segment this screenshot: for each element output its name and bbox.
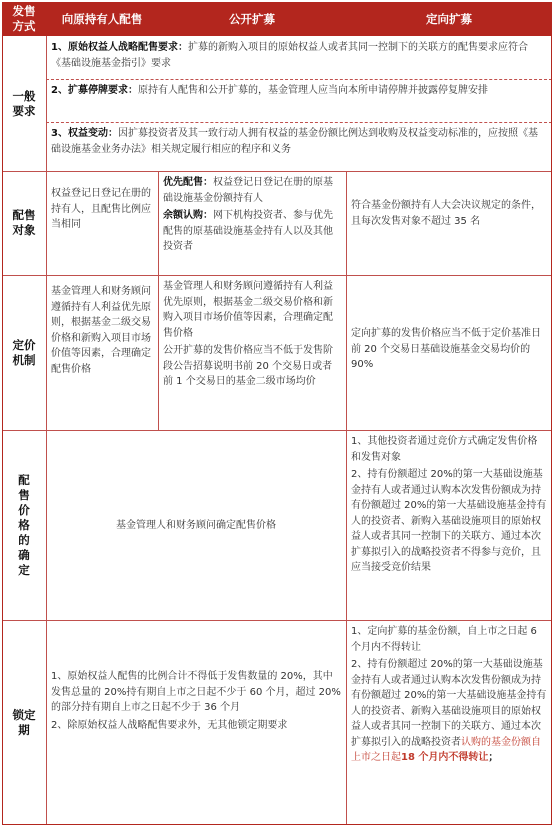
row-label-general-text: 一般要求 <box>12 88 36 118</box>
lockup-directed-p2a: 2、持有份额超过 20%的第一大基础设施基金持有人或者通过认购本次发售份额成为持有份额超过 20%的第一大基础设施基金持有人的投资者、新购入基础设施项目的原始权益人或者其同一控制下的关联方、通过本次扩募拟引入的战略投资者 <box>351 659 547 748</box>
lockup-directed-p2d: ； <box>488 752 499 763</box>
header-original-holder-text: 向原持有人配售 <box>61 11 143 26</box>
comparison-table <box>2 2 552 825</box>
general-item-1-body: 扩募的新购入项目的原始权益人或者其同一控制下的关联方的配售要求应符合《基础设施基金指引》要求 <box>51 42 528 69</box>
target-public-title-1: 优先配售： <box>163 177 213 188</box>
lockup-merged-p1: 1、原始权益人配售的比例合计不得低于发售数量的 20%，其中发售总量的 20%持有期自上市之日起不少于 60 个月，超过 20%的部分持有期自上市之日起不少于 36 个月 <box>51 671 341 713</box>
pricing-directed-text: 定向扩募的发售价格应当不低于定价基准日前 20 个交易日基础设施基金交易均价的 90% <box>351 328 541 370</box>
header-directed-text: 定向扩募 <box>426 11 472 26</box>
general-item-2-title: 2、扩募停牌要求： <box>51 85 138 96</box>
header-method-text: 发售方式 <box>12 4 36 33</box>
target-original-text: 权益登记日登记在册的持有人，且配售比例应当相同 <box>51 188 151 230</box>
lockup-directed-p2b: 认购的基金份额自上市之日起 <box>351 736 541 763</box>
general-item-3-title: 3、权益变动： <box>51 128 118 139</box>
lockup-directed-p2c: 18 个月内不得转让 <box>401 752 489 763</box>
price-setting-directed-p2: 2、持有份额超过 20%的第一大基础设施基金持有人或者通过认购本次发售份额成为持有份额超过 20%的第一大基础设施基金持有人的投资者、新购入基础设施项目的原始权益人或者其同一控制下的关联方、通过本次扩募拟引入的战略投资者不得参与竞价，且应当接受竞价结果 <box>351 469 547 573</box>
row-label-pricing-text: 定价机制 <box>12 337 36 367</box>
target-public-body-1: 权益登记日登记在册的原基础设施基金份额持有人 <box>163 177 333 204</box>
row-label-lockup-text: 锁定期 <box>12 707 36 737</box>
target-public-body-2: 网下机构投资者、参与优先配售的原基础设施基金持有人以及其他投资者 <box>163 210 333 252</box>
general-item-2-body: 原持有人配售和公开扩募的，基金管理人应当向本所申请停牌并披露停复牌安排 <box>137 85 488 96</box>
row-label-target-text: 配售对象 <box>12 208 36 237</box>
pricing-public-p1: 基金管理人和财务顾问遵循持有人利益优先原则，根据基金二级交易价格和新购入项目市场价值等因素，合理确定配售价格 <box>163 281 333 339</box>
table-border <box>2 2 552 825</box>
target-public-title-2: 余额认购： <box>163 210 213 221</box>
target-directed-text: 符合基金份额持有人大会决议规定的条件，且每次发售对象不超过 35 名 <box>351 200 541 227</box>
pricing-original-text: 基金管理人和财务顾问遵循持有人利益优先原则，根据基金二级交易价格和新购入项目市场价值等因素，合理确定配售价格 <box>51 286 151 375</box>
pricing-public-p2: 公开扩募的发售价格应当不低于发售阶段公告招募说明书前 20 个交易日或者前 1 个交易日的基金二级市场均价 <box>163 345 333 387</box>
row-label-price-setting-text: 配售价格的确定 <box>18 472 30 577</box>
lockup-directed-p1: 1、定向扩募的基金份额，自上市之日起 6 个月内不得转让 <box>351 626 537 653</box>
general-item-3-body: 因扩募投资者及其一致行动人拥有权益的基金份额比例达到收购及权益变动标准的，应按照《基础设施基金业务办法》相关规定履行相应的程序和义务 <box>51 128 538 155</box>
lockup-merged-p2: 2、除原始权益人战略配售要求外，无其他锁定期要求 <box>51 719 288 731</box>
price-setting-directed-p1: 1、其他投资者通过竞价方式确定发售价格和发售对象 <box>351 436 538 463</box>
general-item-1-title: 1、原始权益人战略配售要求： <box>51 42 188 53</box>
price-setting-merged-text: 基金管理人和财务顾问确定配售价格 <box>116 519 276 531</box>
header-public-text: 公开扩募 <box>229 11 275 26</box>
